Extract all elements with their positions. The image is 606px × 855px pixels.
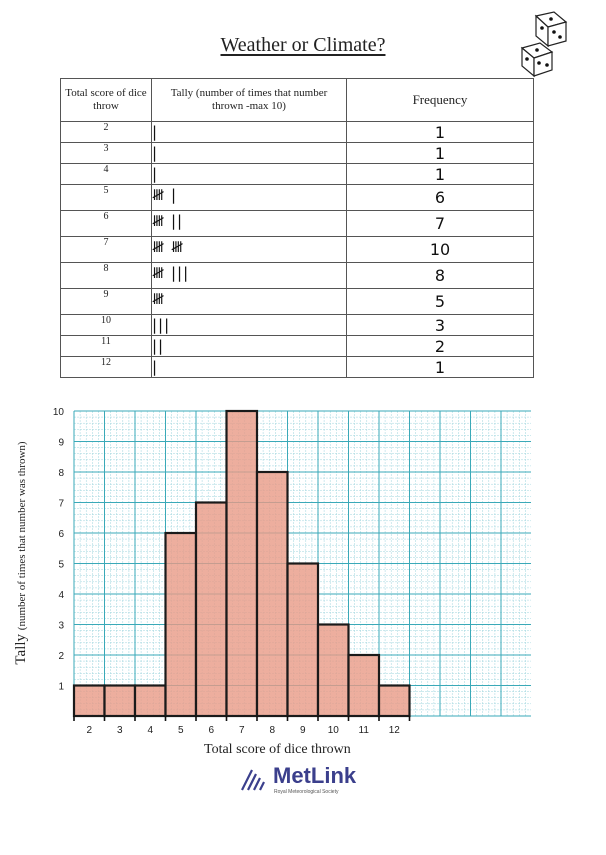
table-row bbox=[61, 122, 534, 143]
frequency-cell: 1 bbox=[347, 357, 534, 378]
table-row bbox=[61, 185, 534, 211]
logo-subtitle: Royal Meteorological Society bbox=[274, 789, 339, 795]
tally-cell: 𝍸 || bbox=[152, 211, 347, 237]
x-tick-label: 12 bbox=[388, 725, 400, 736]
score-cell: 5 bbox=[61, 185, 152, 211]
frequency-cell: 1 bbox=[347, 164, 534, 185]
y-tick-label: 6 bbox=[58, 529, 64, 540]
table-row bbox=[61, 211, 534, 237]
x-tick-label: 3 bbox=[116, 725, 123, 736]
dice-icon bbox=[518, 10, 578, 78]
frequency-cell: 1 bbox=[347, 122, 534, 143]
x-tick-label: 7 bbox=[238, 725, 245, 736]
y-axis-label bbox=[13, 413, 31, 693]
frequency-cell: 1 bbox=[347, 143, 534, 164]
frequency-cell: 10 bbox=[347, 237, 534, 263]
x-tick-label: 11 bbox=[358, 725, 369, 736]
table-row bbox=[61, 237, 534, 263]
tally-cell: | bbox=[152, 164, 347, 185]
bar-6 bbox=[196, 503, 227, 717]
x-axis-label: Total score of dice thrown bbox=[204, 742, 351, 757]
tally-cell: 𝍸 | bbox=[152, 185, 347, 211]
table-row bbox=[61, 289, 534, 315]
y-tick-label: 5 bbox=[58, 559, 64, 571]
score-cell: 11 bbox=[61, 336, 152, 357]
table-row bbox=[61, 164, 534, 185]
tally-cell: | bbox=[152, 357, 347, 378]
score-cell: 3 bbox=[61, 143, 152, 164]
bar-3 bbox=[105, 686, 136, 717]
bar-8 bbox=[257, 472, 288, 716]
frequency-cell: 5 bbox=[347, 289, 534, 315]
bar-2 bbox=[74, 686, 105, 717]
y-tick-label: 8 bbox=[58, 468, 64, 479]
tally-cell: 𝍸 bbox=[152, 289, 347, 315]
bar-4 bbox=[135, 686, 166, 717]
tally-cell: | bbox=[152, 122, 347, 143]
header-tally: Tally (number of times that number thrown -max 10) bbox=[152, 79, 347, 122]
y-tick-label: 10 bbox=[52, 407, 64, 418]
x-tick-label: 9 bbox=[299, 725, 306, 736]
header-frequency: Frequency bbox=[347, 79, 534, 122]
tally-cell: || bbox=[152, 336, 347, 357]
x-tick-label: 8 bbox=[269, 725, 276, 736]
y-tick-label: 3 bbox=[58, 620, 64, 632]
bar-10 bbox=[318, 625, 349, 717]
bar-5 bbox=[166, 533, 197, 716]
x-tick-label: 10 bbox=[327, 725, 339, 736]
frequency-cell: 6 bbox=[347, 185, 534, 211]
y-axis-label-main: Tally bbox=[13, 633, 29, 665]
frequency-cell: 3 bbox=[347, 315, 534, 336]
page-title: Weather or Climate? bbox=[220, 34, 386, 56]
header-score: Total score of dice throw bbox=[61, 79, 152, 122]
score-cell: 10 bbox=[61, 315, 152, 336]
y-tick-label: 1 bbox=[58, 681, 64, 693]
tally-cell: ||| bbox=[152, 315, 347, 336]
tally-cell: 𝍸 ||| bbox=[152, 263, 347, 289]
bar-12 bbox=[379, 686, 410, 717]
tally-cell: | bbox=[152, 143, 347, 164]
frequency-cell: 2 bbox=[347, 336, 534, 357]
table-row bbox=[61, 315, 534, 336]
bar-9 bbox=[288, 564, 319, 717]
x-tick-label: 5 bbox=[177, 725, 184, 736]
score-cell: 6 bbox=[61, 211, 152, 237]
x-tick-label: 6 bbox=[208, 725, 215, 736]
x-tick-label: 2 bbox=[86, 725, 93, 736]
y-tick-label: 7 bbox=[58, 498, 64, 510]
score-cell: 8 bbox=[61, 263, 152, 289]
table-row bbox=[61, 263, 534, 289]
frequency-cell: 8 bbox=[347, 263, 534, 289]
bar-7 bbox=[227, 411, 258, 716]
table-row bbox=[61, 357, 534, 378]
metlink-logo-icon bbox=[240, 764, 270, 794]
logo-name: MetLink bbox=[273, 763, 357, 788]
score-cell: 9 bbox=[61, 289, 152, 315]
score-cell: 2 bbox=[61, 122, 152, 143]
metlink-logo bbox=[240, 764, 370, 798]
frequency-cell: 7 bbox=[347, 211, 534, 237]
table-row bbox=[61, 143, 534, 164]
table-row bbox=[61, 336, 534, 357]
histogram-chart bbox=[40, 400, 540, 740]
bar-11 bbox=[349, 655, 380, 716]
y-axis-label-detail: (number of times that number was thrown) bbox=[16, 441, 28, 631]
x-tick-label: 4 bbox=[147, 725, 154, 736]
y-tick-label: 2 bbox=[58, 651, 64, 662]
tally-table bbox=[60, 78, 534, 378]
tally-cell: 𝍸 𝍸 bbox=[152, 237, 347, 263]
score-cell: 7 bbox=[61, 237, 152, 263]
score-cell: 4 bbox=[61, 164, 152, 185]
score-cell: 12 bbox=[61, 357, 152, 378]
y-tick-label: 9 bbox=[58, 437, 64, 449]
y-tick-label: 4 bbox=[58, 590, 64, 601]
